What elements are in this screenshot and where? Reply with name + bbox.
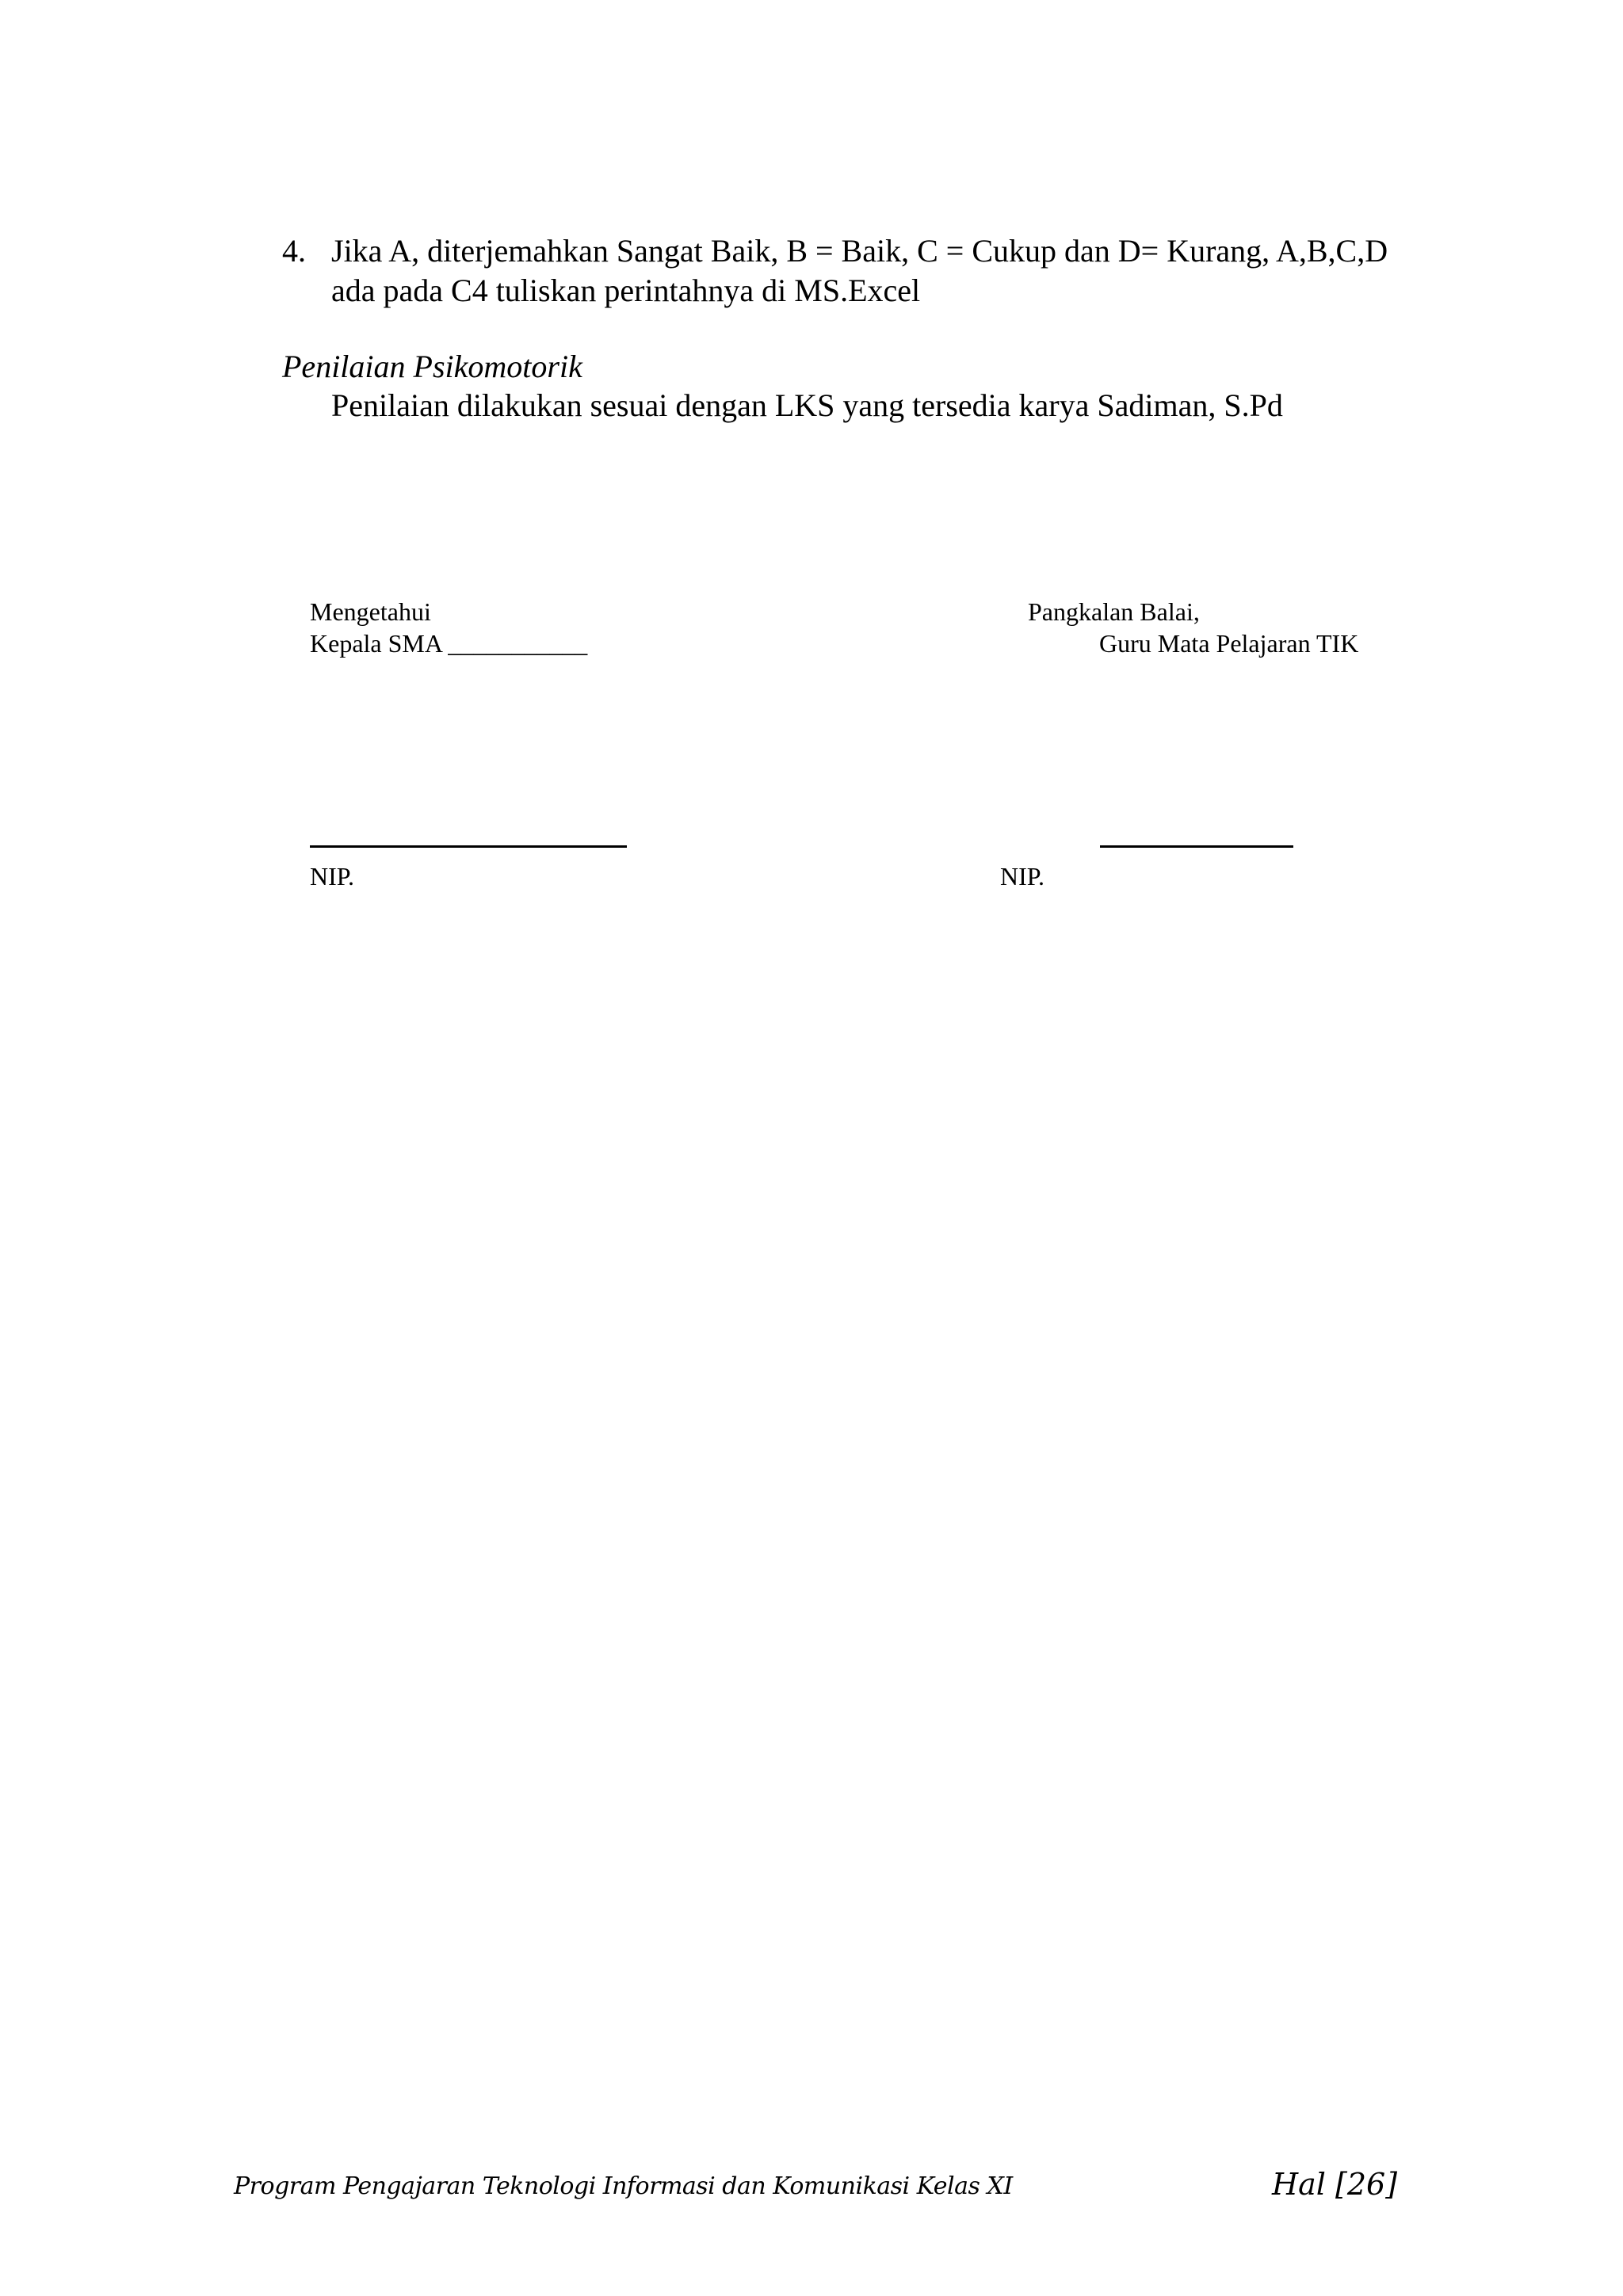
question-text-line-1: Jika A, diterjemahkan Sangat Baik, B = Baik, C = Cukup dan D= Kurang, A,B,C,D: [331, 233, 1388, 269]
signature-left-line-2: Kepala SMA ___________: [310, 629, 588, 658]
nip-left-label: NIP.: [310, 862, 355, 891]
question-number: 4.: [282, 233, 306, 269]
signature-right-line-2: Guru Mata Pelajaran TIK: [1099, 629, 1359, 658]
psikomotorik-text: Penilaian dilakukan sesuai dengan LKS yang tersedia karya Sadiman, S.Pd: [331, 387, 1283, 423]
signature-left-line-1: Mengetahui: [310, 597, 431, 626]
nip-right-label: NIP.: [1000, 862, 1045, 891]
question-text-line-2: ada pada C4 tuliskan perintahnya di MS.Excel: [331, 273, 921, 308]
signature-right-line-1: Pangkalan Balai,: [1028, 597, 1200, 626]
psikomotorik-heading: Penilaian Psikomotorik: [282, 349, 582, 384]
footer-page-number: Hal [26]: [1272, 2167, 1398, 2202]
footer-program-title: Program Pengajaran Teknologi Informasi dan Komunikasi Kelas XI: [234, 2172, 1013, 2200]
signature-line-right: [1100, 845, 1293, 848]
signature-line-left: [310, 845, 627, 848]
